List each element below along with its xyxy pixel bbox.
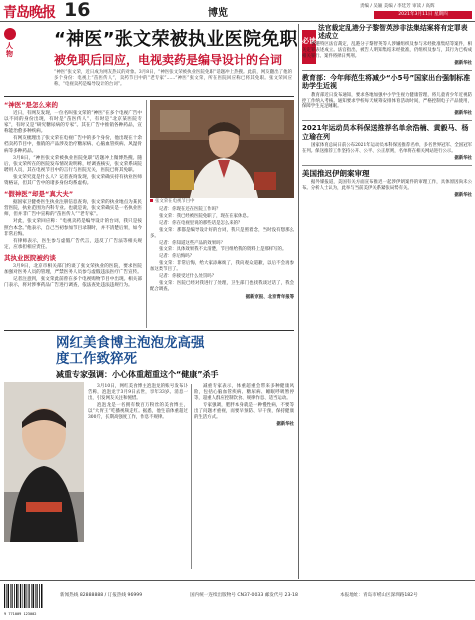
column-divider [146, 100, 147, 328]
story-source: 据新京报、北京青年报等 [245, 294, 294, 300]
body-paragraph: 记者注意到，张文荣此前曾在多个电视购物节目中出现。相关部门表示，将对涉事药品广告进行调查，依法查处违法违规行为。 [4, 277, 142, 289]
body-paragraph: 3月9日，北京市相关部门约谈了张文荣执业的医院，要求医院加强对医务人员的管理，严禁医务人员参与虚假违法医疗广告宣传。 [4, 263, 142, 275]
masthead [0, 0, 475, 22]
body-paragraph: 对此，张文荣回应称：“电视卖药是编导设计的台词，我只是按照台本念。”他表示，自己当初参加节目录制时，并不清楚后果，如今非常后悔。 [4, 219, 142, 237]
body-paragraph: 据外媒报道，美国有关方面宣布推迟一起涉伊朗案件的审理工作，具体原因尚未公布。分析人士认为，此举与当前美伊关系紧张局势有关。 [302, 179, 472, 191]
section-heading-1: “神医”是怎么来的 [4, 101, 59, 109]
body-paragraph: 有网友梳理出了张文荣在电视广告中的多个身份，他出现在十余档卖药节目中，推销的产品涉及治疗糖尿病、心脑血管疾病、风湿骨病等多种药品。 [4, 136, 142, 154]
body-paragraph: 泡泡龙是一名拥有数百万粉丝的美食博主，以“大胃王”吃播视频走红。据悉，他生前体重超过300斤，长期高强度工作，作息不规律。 [88, 402, 188, 420]
photo-illustration [150, 100, 294, 198]
photo-caption-text: 张文荣在电视节目中 [155, 199, 195, 204]
story-source: 据新华社 [454, 111, 472, 117]
story-source: 据新华社 [454, 156, 472, 162]
story-source: 据新华社 [454, 192, 472, 198]
section-heading-2: “假神医”却是“真大夫” [4, 190, 74, 199]
body-paragraph: 有律师表示，医生参与虚假广告代言，违反了广告法等相关规定，应承担相应责任。 [4, 238, 142, 250]
interview-line: 记者：你知道这些产品的效果吗？ [159, 240, 225, 246]
body-paragraph: 近日，有网友发现，一位名叫张文荣的“神医”在多个电视广告中以不同的身份出现，有时是“苗医传人”，有时是“北京某医院专家”，有时又是“研究糖尿病的专家”。其在广告中推销各种药品，宣称能治愈多种疾病。 [4, 111, 142, 135]
right-item-title: 2021年运动员本科保送推荐名单余浩楠、黄毅马、杨立瑜在列 [302, 124, 469, 141]
interview-line: 记者：你后悔吗？ [159, 254, 195, 260]
body-paragraph: 减重专家表示，体重超重会带来多种健康风险，包括心脑血管疾病、糖尿病、睡眠呼吸暂停等，超重人群应控制饮食、规律作息、适当运动。 [194, 384, 294, 401]
body-paragraph: 张文荣究竟是什么人？记者查询发现，张文荣确实持有执业医师资格证，但其广告中的诸多身份均系虚构。 [4, 174, 142, 187]
barcode-icon [4, 584, 44, 608]
right-item-body [302, 42, 472, 67]
main-photo [150, 100, 294, 198]
interview-line: 张文荣：具体效果我不太清楚，节目组给我的资料上是那样写的。 [159, 247, 287, 253]
body-paragraph: 香港特区法官裁定，乱港分子黎智英等人涉嫌组织及参与未经批准集结等案件，相关定罪表述成立。法官指出，被告人明知集结未经批准，仍组织及参与，其行为已构成相关罪行。案件将择日判刑。 [302, 42, 472, 59]
blogger-illustration [4, 382, 84, 542]
story-separator [4, 330, 294, 331]
right-banner-text: 必读 [302, 37, 316, 45]
second-story-title-text: 网红美食博主泡泡龙高强度工作致猝死 [56, 335, 205, 367]
second-story-title [56, 335, 206, 367]
date-bar [374, 11, 472, 19]
body-paragraph: 3月8日，“神医张文荣被执业医院免职”话题冲上微博热搜。随后，张文荣所在的医院发布情况说明称，经调查核实，张文荣系该院聘用人员，其在电视节目中的言行与医院无关，医院已将其免职。 [4, 155, 142, 173]
section-name: 博览 [208, 8, 228, 19]
second-story-text-1 [88, 384, 188, 421]
footer-middle: 国内统一连续出版物号 CN37-0033 邮发代号 23-18 [190, 593, 298, 598]
body-paragraph: 据国家卫健委医生执业注册信息查询，张文荣的执业地点为某民营医院，执业范围为内科专业。也就是说，张文荣确实是一名执业医师，但并非广告中宣称的“苗医传人”“老专家”。 [4, 200, 142, 218]
lead-paragraph: “神医”张文荣，近日成为网友热议的对象。3月8日，“神医张文荣被执业医院免职”话题冲上热搜。此前，网友翻出了他的多个身份：电视上“苗医传人”，卖药节目中的“老专家”……“神医”张文荣，所在医院回应称已将其免职。张文荣回应称，“电视卖药是编导设计的台词”。 [54, 70, 292, 87]
date-text: 2021年3月11日 星期四 [398, 12, 448, 17]
kicker-text: 人物 [6, 42, 13, 58]
right-item-title: 法官裁定乱港分子黎智英涉非法集结案将有定罪表述成立 [318, 24, 468, 40]
interview-line: 张文荣：那都是编导设计好的台词，我只是照着念，当时没有想那么多。 [150, 227, 294, 239]
story-source: 据新华社 [276, 422, 294, 428]
masthead-rule [0, 21, 475, 22]
lead-rule [4, 96, 294, 97]
body-paragraph: 专家强调，肥胖本身就是一种慢性病，不要等出了问题才重视，而要早预防、早干预，保持健康的生活方式。 [194, 402, 294, 420]
barcode [4, 584, 44, 614]
second-story-text-2 [194, 384, 294, 428]
right-item-body [302, 143, 472, 162]
interview-line: 张文荣：非常后悔，给大家添麻烦了，我向观众道歉，以后不会再参加这类节目了。 [150, 261, 294, 273]
interview-line: 记者：你在电视里说的那些话是怎么来的？ [159, 220, 243, 226]
right-item-title: 教育部：今年师范生将减少“小5号”国家出台强制标准助学生近视 [302, 73, 471, 91]
right-column [302, 24, 472, 199]
main-subtitle: 被免职后回应，电视卖药是编导设计的台词 [54, 53, 283, 67]
right-item [318, 24, 472, 40]
footer-left: 新闻热线 82888888 / 订报热线 96999 [60, 593, 143, 598]
interview-line: 记者：你现在还在医院工作吗？ [159, 207, 221, 212]
interview-line: 张文荣：我已经被医院免职了，现在在家休息。 [159, 213, 252, 219]
interview-line: 张文荣：医院已经对我进行了处理，卫生部门也找我谈过话了，我会配合调查。 [150, 280, 294, 292]
right-item-body [302, 180, 472, 199]
right-item-body [302, 93, 472, 118]
main-column-left [4, 100, 142, 290]
interview-column [150, 207, 294, 301]
footer-right: 本报地址：青岛市崂山区深圳路182号 [340, 593, 418, 598]
interview-line: 记者：你接受过什么处罚吗？ [159, 274, 217, 280]
body-paragraph: 国家体育总局日前公布2021年运动员本科保送推荐名单，多名世界冠军、全国冠军在列。保送推荐工作坚持公开、公平、公正原则，名单将在相关网站进行公示。 [302, 143, 472, 155]
second-story-photo [4, 382, 84, 542]
column-divider [191, 384, 192, 569]
footer-rule [0, 580, 475, 581]
section-heading-3: 其执业医院被约谈 [4, 253, 56, 262]
masthead-logo: 青岛晚报 [3, 5, 55, 21]
second-story-subtitle: 减重专家强调：小心体重超重这个“健康”杀手 [56, 370, 219, 379]
page-number: 16 [64, 0, 91, 21]
right-item-title: 美国推迟伊朗案审理 [302, 168, 370, 178]
barcode-number: 9 771009 123002 [4, 612, 37, 616]
right-column-divider [298, 24, 299, 579]
kicker-badge [4, 28, 16, 62]
main-title: “神医”张文荣被执业医院免职 [54, 29, 298, 50]
body-paragraph: 3月10日，网红美食博主泡泡龙的账号发布讣告称，泡泡龙于3月9日去世，享年33岁。消息一出，引发网友关注和惋惜。 [88, 384, 188, 401]
body-paragraph: 教育部近日发布通知，要求各地加强中小学生视力健康管理，将儿童青少年近视防控工作纳入考核。通知要求学校每天统筹安排体育活动时间，严格控制电子产品使用，保障学生充足睡眠。 [302, 92, 472, 110]
photo-caption [150, 199, 294, 205]
story-source: 据新华社 [454, 60, 472, 66]
editor-line: 责编 / 吴颖 美编 / 李廷芳 审读 / 高辉 [360, 4, 435, 9]
